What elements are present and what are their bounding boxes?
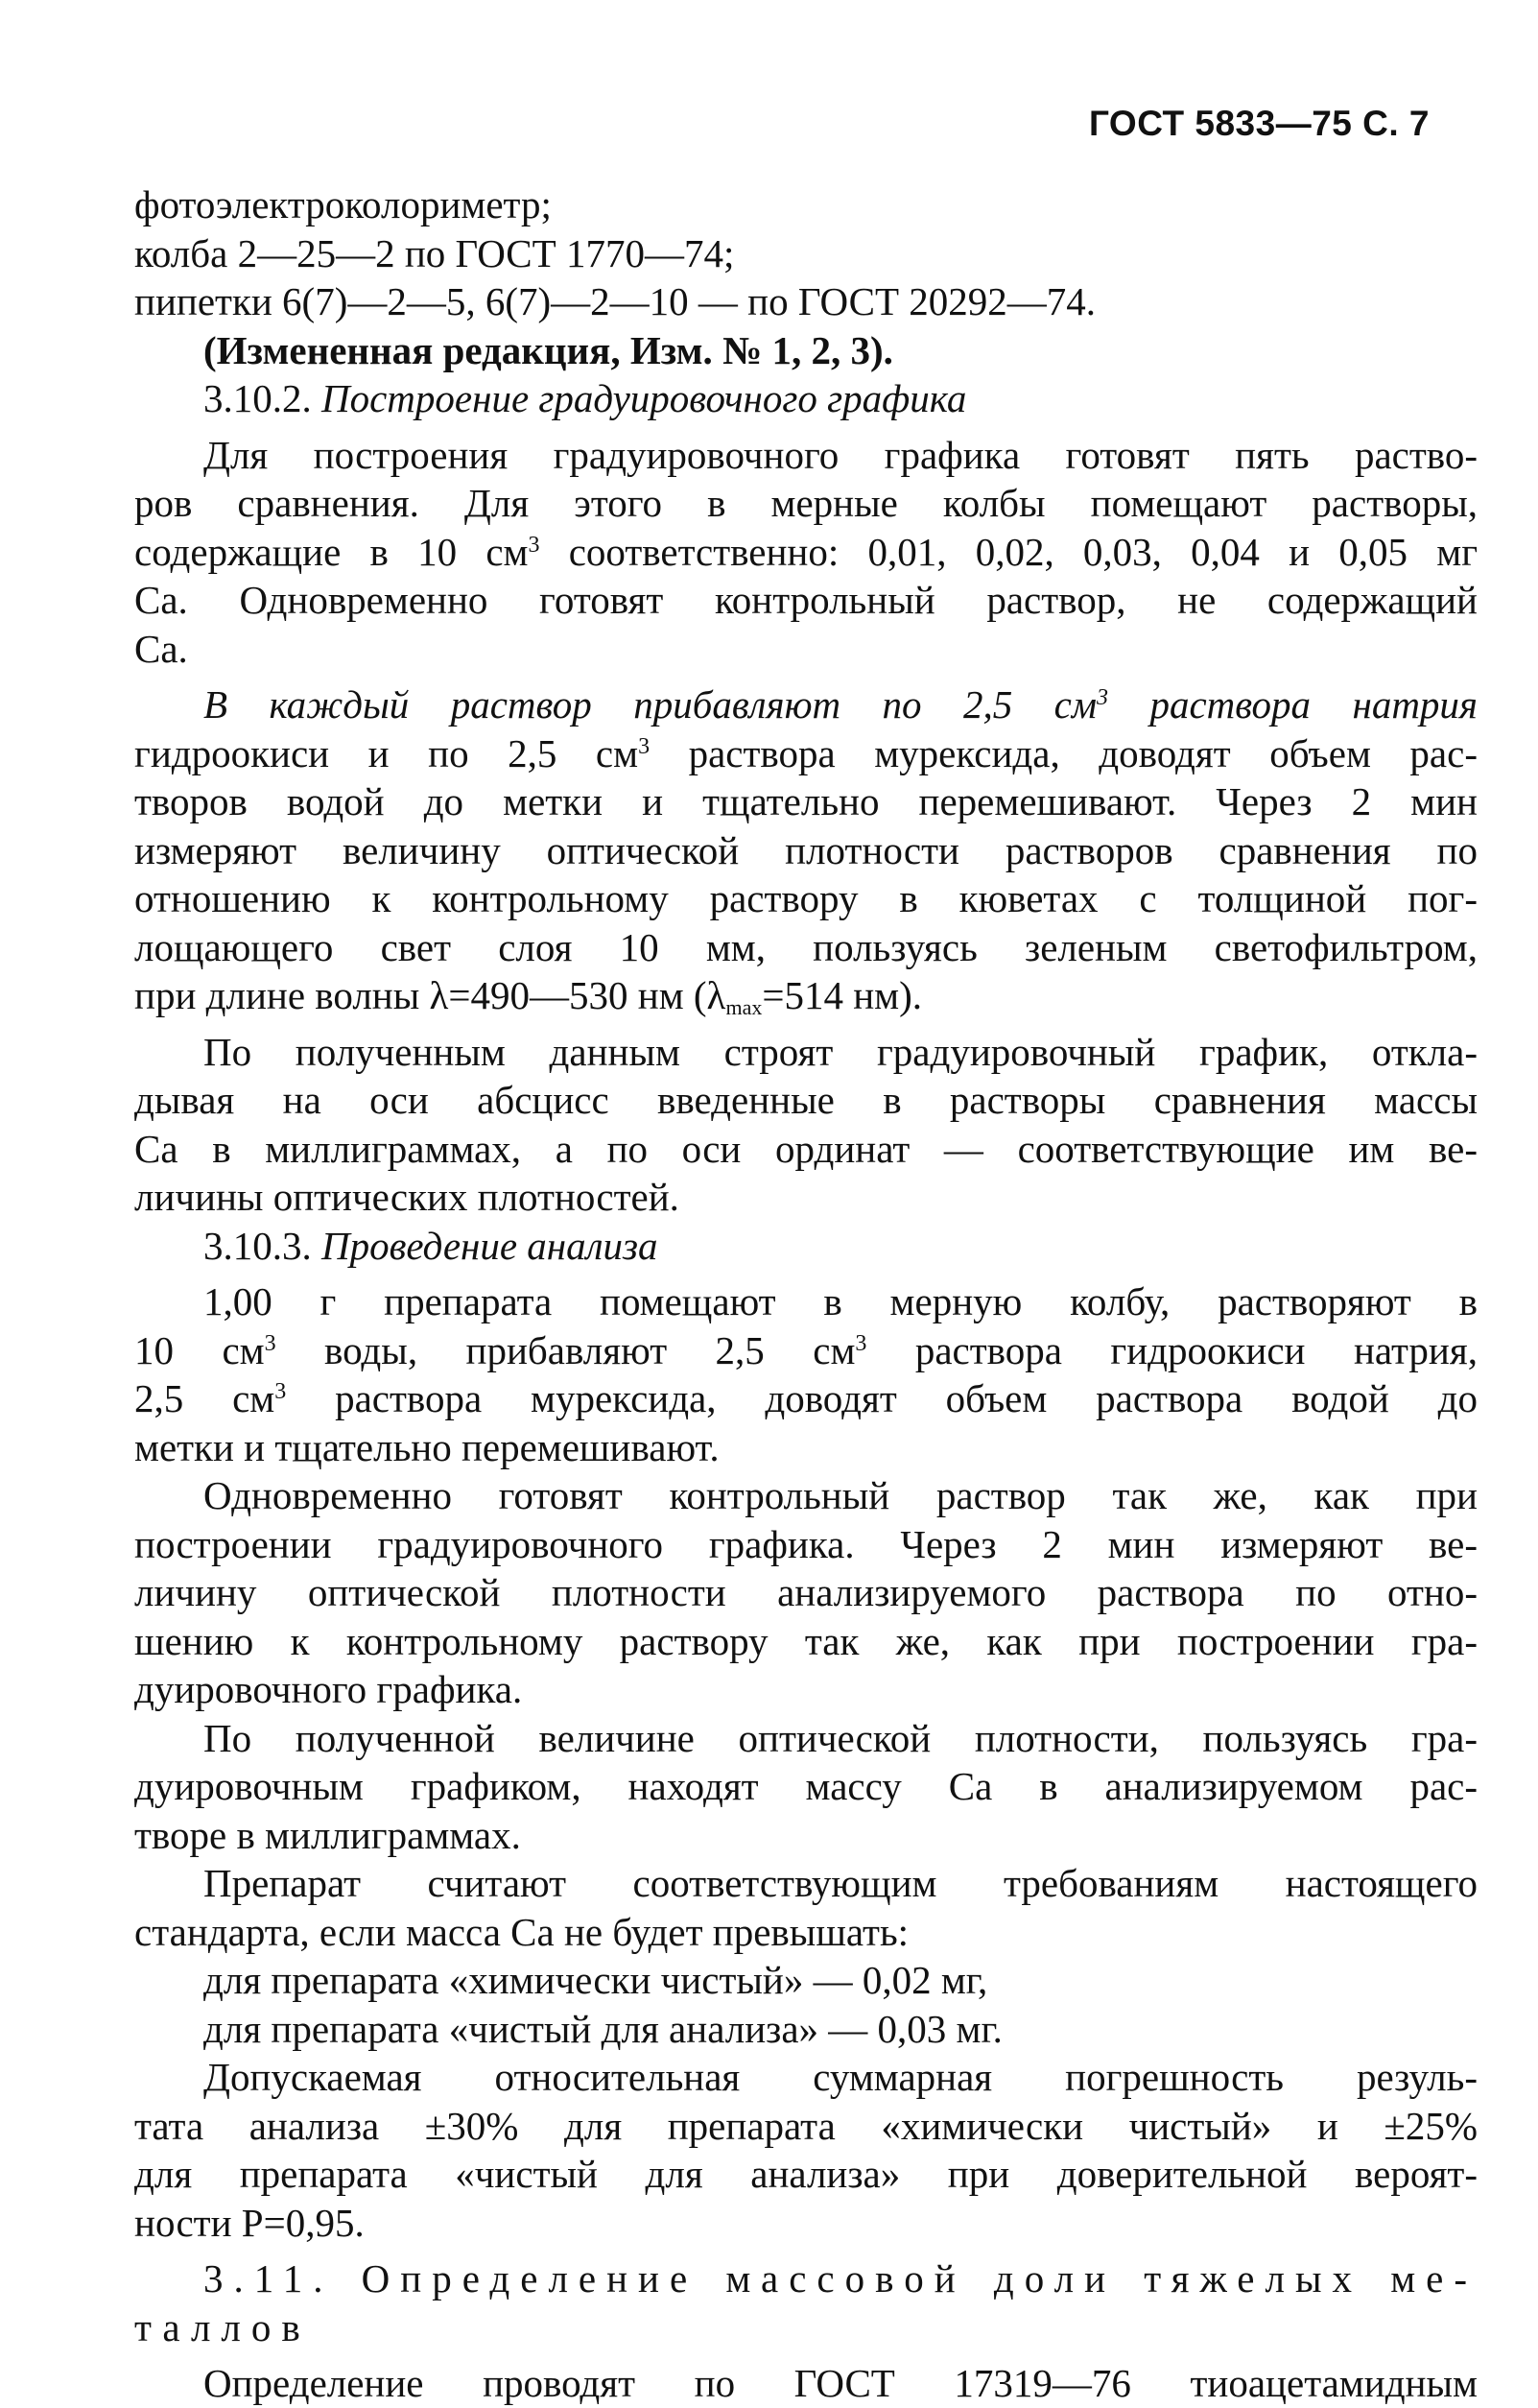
- text-line: Определение проводят по ГОСТ 17319—76 тиоацетамидным: [203, 2361, 1478, 2405]
- text-fragment: раствора мурексида, доводят объем рас-: [650, 730, 1478, 775]
- text-line: Одновременно готовят контрольный раствор так же, как при: [203, 1473, 1478, 1517]
- text-line: Допускаемая относительная суммарная погрешность резуль-: [203, 2055, 1478, 2099]
- text-fragment: В каждый раствор прибавляют по 2,5 см: [203, 682, 1098, 727]
- text-line: Са. Одновременно готовят контрольный раствор, не содержащий: [134, 578, 1478, 622]
- text-line: дуировочным графиком, находят массу Са в анализируемом рас-: [134, 1764, 1478, 1808]
- document-page: [134, 0, 1479, 2405]
- text-line: [134, 1374, 1478, 1423]
- text-fragment: соответственно: 0,01, 0,02, 0,03, 0,04 и 0,05 мг: [539, 529, 1479, 574]
- text-line: [134, 729, 1478, 778]
- text-line: личину оптической плотности анализируемого раствора по отно-: [134, 1570, 1478, 1614]
- text-line: [134, 971, 1478, 1020]
- superscript: 3: [1097, 685, 1109, 710]
- section-heading-3-11: 3.11. Определение массовой доли тяжелых ме-: [203, 2256, 1478, 2301]
- text-fragment: воды, прибавляют 2,5 см: [275, 1327, 856, 1372]
- text-line: таллов: [134, 2304, 311, 2349]
- section-title: Проведение анализа: [321, 1223, 658, 1268]
- text-line: [134, 528, 1478, 577]
- text-line: По полученной величине оптической плотности, пользуясь гра-: [203, 1715, 1478, 1760]
- text-line: построении градуировочного графика. Через 2 мин измеряют ве-: [134, 1521, 1478, 1566]
- document-body: [134, 180, 1478, 2408]
- section-heading-3-10-3: [134, 1222, 1478, 1271]
- section-heading-3-10-2: [134, 374, 1478, 423]
- text-fragment: раствора мурексида, доводят объем раствора водой до: [286, 1376, 1478, 1420]
- text-line: отношению к контрольному раствору в кюветах с толщиной пог-: [134, 876, 1478, 920]
- superscript: 3: [264, 1330, 276, 1356]
- text-line: личины оптических плотностей.: [134, 1175, 679, 1219]
- page-header: ГОСТ 5833—75 С. 7: [1088, 104, 1430, 143]
- text-fragment: при длине волны λ=490—530 нм (λ: [134, 973, 726, 1017]
- text-line: Са.: [134, 626, 188, 671]
- text-line: Препарат считают соответствующим требованиям настоящего: [203, 1861, 1478, 1905]
- text-line: ности P=0,95.: [134, 2200, 365, 2245]
- text-line: [134, 1326, 1478, 1375]
- text-line: творов водой до метки и тщательно перемешивают. Через 2 мин: [134, 779, 1478, 823]
- text-fragment: 10 см: [134, 1327, 265, 1372]
- text-line: стандарта, если масса Са не будет превышать:: [134, 1909, 910, 1954]
- text-line: для препарата «чистый для анализа» при доверительной вероят-: [134, 2152, 1478, 2196]
- text-fragment: раствора натрия: [1108, 682, 1478, 727]
- section-number: 3.10.3.: [203, 1223, 312, 1268]
- superscript: 3: [638, 733, 651, 759]
- text-line: тата анализа ±30% для препарата «химически чистый» и ±25%: [134, 2103, 1478, 2148]
- section-title: Построение градуировочного графика: [321, 376, 967, 420]
- section-number: 3.10.2.: [203, 376, 312, 420]
- text-line: дуировочного графика.: [134, 1667, 523, 1711]
- text-line: для препарата «чистый для анализа» — 0,03 мг.: [203, 2006, 1003, 2051]
- text-line: Для построения градуировочного графика готовят пять раство-: [203, 432, 1478, 477]
- text-line: колба 2—25—2 по ГОСТ 1770—74;: [134, 230, 735, 275]
- text-line: 1,00 г препарата помещают в мерную колбу, растворяют в: [203, 1279, 1478, 1323]
- superscript: 3: [855, 1330, 867, 1356]
- text-line: ров сравнения. Для этого в мерные колбы помещают растворы,: [134, 481, 1478, 525]
- text-line: пипетки 6(7)—2—5, 6(7)—2—10 — по ГОСТ 20292—74.: [134, 279, 1097, 323]
- text-line: По полученным данным строят градуировочный график, откла-: [203, 1029, 1478, 1074]
- revision-note: (Измененная редакция, Изм. № 1, 2, 3).: [203, 327, 893, 372]
- superscript: 3: [274, 1379, 287, 1404]
- text-line: творе в миллиграммах.: [134, 1812, 521, 1857]
- subscript: max: [725, 995, 763, 1019]
- text-fragment: =514 нм).: [762, 973, 923, 1017]
- text-line: Са в миллиграммах, а по оси ординат — соответствующие им ве-: [134, 1126, 1478, 1171]
- text-line: фотоэлектроколориметр;: [134, 182, 552, 226]
- text-line: лощающего свет слоя 10 мм, пользуясь зеленым светофильтром,: [134, 924, 1478, 969]
- text-fragment: раствора гидроокиси натрия,: [866, 1327, 1478, 1372]
- text-line: измеряют величину оптической плотности растворов сравнения по: [134, 827, 1478, 872]
- text-line: дывая на оси абсцисс введенные в растворы сравнения массы: [134, 1078, 1478, 1122]
- text-fragment: содержащие в 10 см: [134, 529, 529, 574]
- text-line: метки и тщательно перемешивают.: [134, 1424, 720, 1469]
- text-line: для препарата «химически чистый» — 0,02 мг,: [203, 1958, 988, 2002]
- text-line: [134, 680, 1478, 729]
- superscript: 3: [528, 532, 540, 558]
- text-fragment: 2,5 см: [134, 1376, 275, 1420]
- text-fragment: гидроокиси и по 2,5 см: [134, 730, 639, 775]
- text-line: шению к контрольному раствору так же, как при построении гра-: [134, 1618, 1478, 1663]
